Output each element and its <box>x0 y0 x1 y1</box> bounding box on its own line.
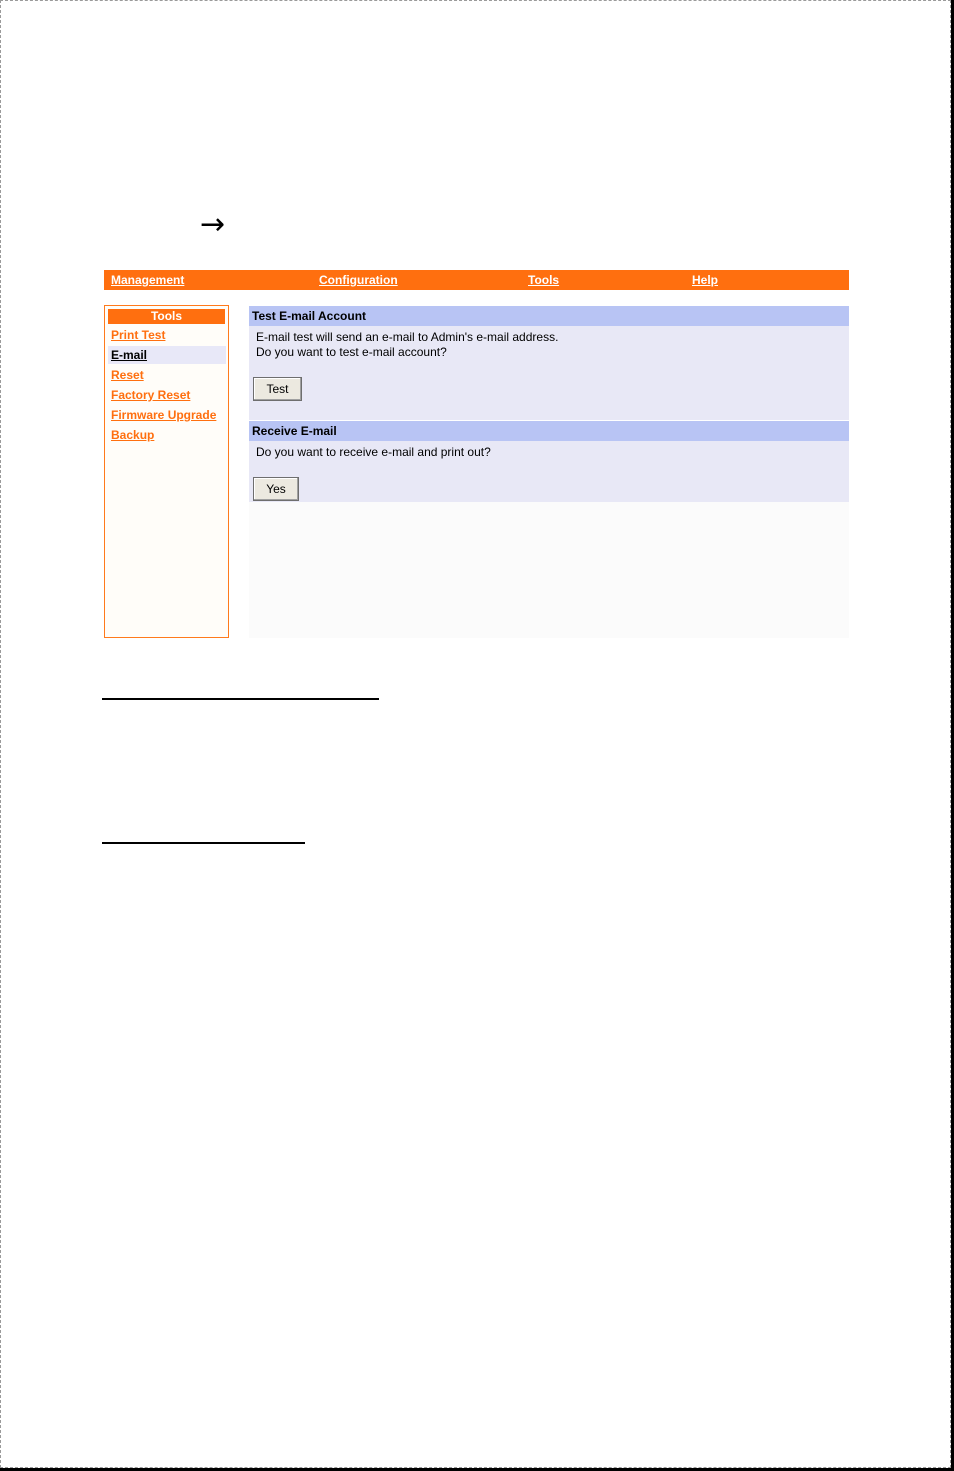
top-nav-bar <box>104 270 849 290</box>
test-email-section-body <box>249 326 849 421</box>
sidebar-item-firmware-upgrade[interactable] <box>108 406 226 424</box>
nav-tools[interactable]: Tools <box>528 273 560 287</box>
yes-button[interactable]: Yes <box>253 477 299 501</box>
receive-email-section-body <box>249 441 849 502</box>
sidebar-item-print-test[interactable] <box>108 326 226 344</box>
sidebar-item-label: Factory Reset <box>111 388 191 402</box>
sidebar-title: Tools <box>108 309 225 324</box>
tools-sidebar <box>104 305 229 638</box>
sidebar-item-label: Reset <box>111 368 144 382</box>
nav-help[interactable]: Help <box>692 273 719 287</box>
nav-management[interactable]: Management <box>111 273 185 287</box>
test-email-description: E-mail test will send an e-mail to Admin's e-mail address. <box>256 330 559 344</box>
sidebar-item-label: Firmware Upgrade <box>111 408 217 422</box>
nav-configuration[interactable]: Configuration <box>319 273 398 287</box>
divider-rule <box>102 698 379 700</box>
sidebar-item-backup[interactable] <box>108 426 226 444</box>
sidebar-item-label: Backup <box>111 428 155 442</box>
sidebar-item-email[interactable] <box>108 346 226 364</box>
test-email-question: Do you want to test e-mail account? <box>256 345 447 359</box>
test-email-section-header: Test E-mail Account <box>249 305 849 326</box>
sidebar-item-label: Print Test <box>111 328 166 342</box>
divider-rule <box>102 842 305 844</box>
sidebar-item-factory-reset[interactable] <box>108 386 226 404</box>
sidebar-item-label: E-mail <box>111 348 148 362</box>
arrow-icon: → <box>200 207 226 242</box>
receive-email-section-header: Receive E-mail <box>249 420 849 441</box>
sidebar-item-reset[interactable] <box>108 366 226 384</box>
main-panel <box>249 305 849 638</box>
receive-email-question: Do you want to receive e-mail and print out? <box>256 445 491 459</box>
test-button[interactable]: Test <box>253 377 302 401</box>
